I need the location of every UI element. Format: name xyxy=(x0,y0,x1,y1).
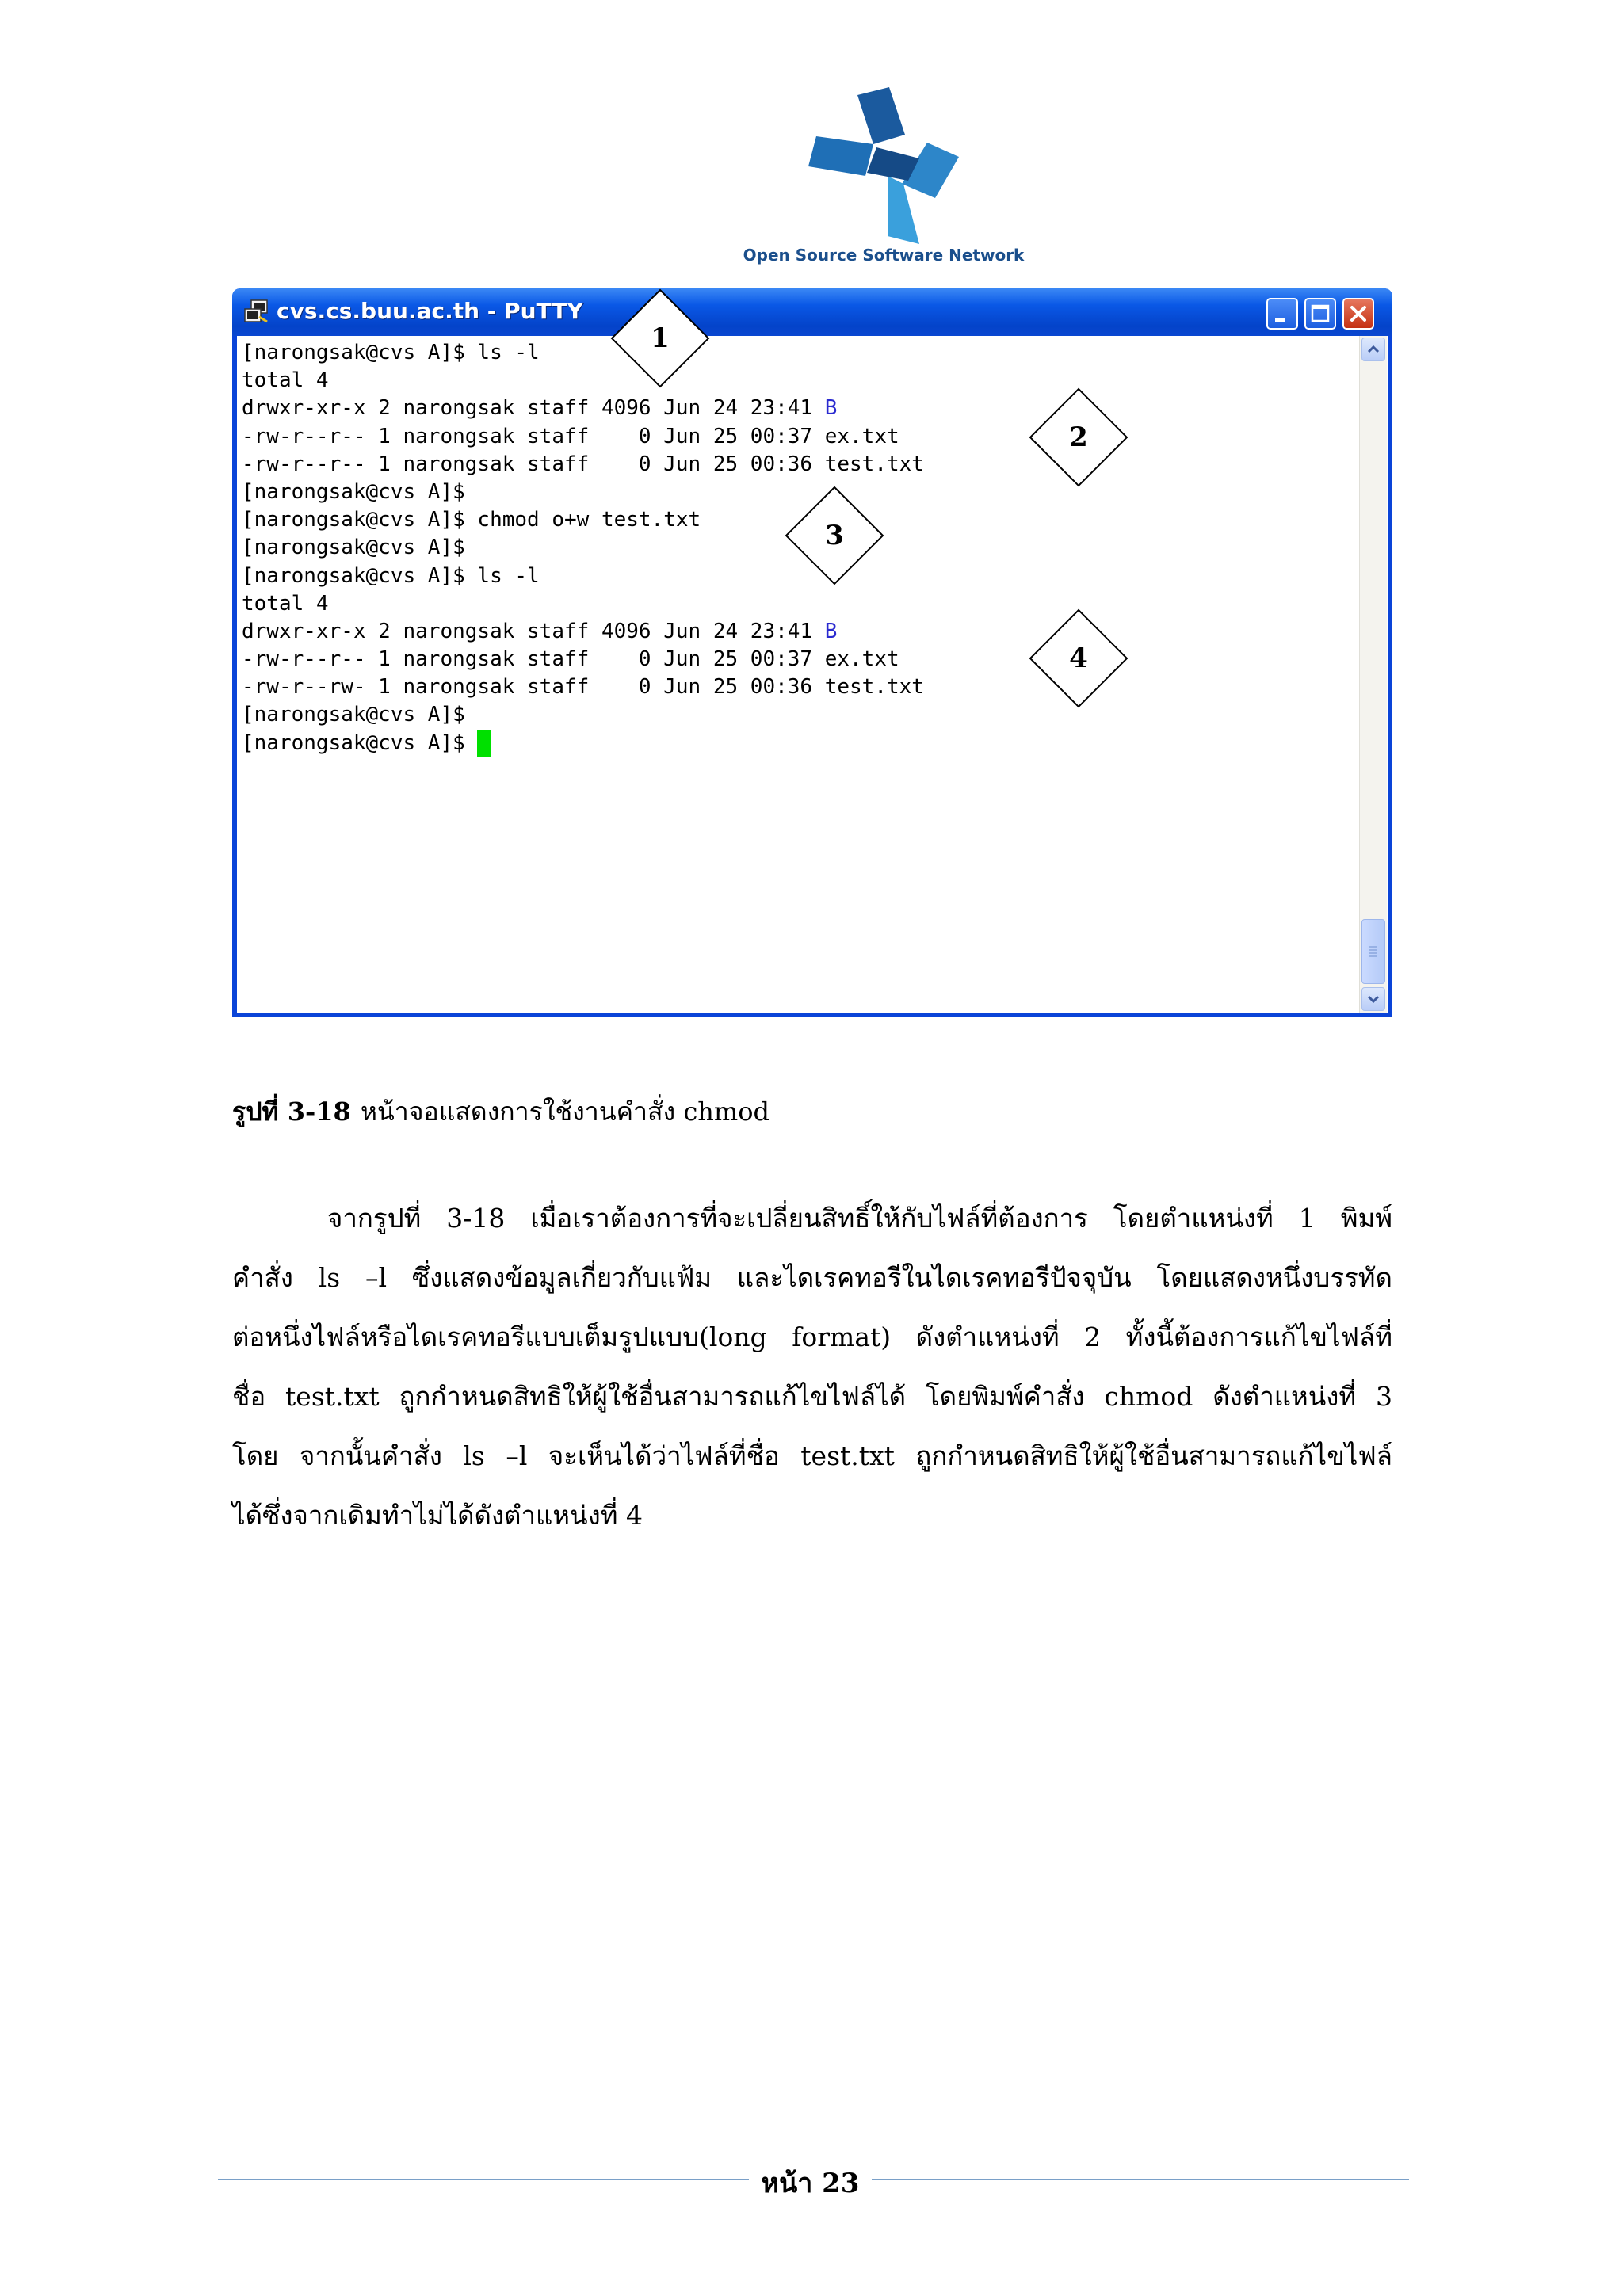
figure-caption xyxy=(232,1092,769,1132)
marker-2: 2 xyxy=(1029,387,1128,487)
logo-text: Open Source Software Network xyxy=(743,246,1025,265)
close-button[interactable] xyxy=(1342,298,1374,330)
scroll-thumb[interactable] xyxy=(1361,919,1385,984)
close-icon xyxy=(1344,299,1373,328)
vertical-scrollbar[interactable] xyxy=(1359,336,1387,1013)
terminal-area[interactable] xyxy=(237,336,1388,1013)
terminal-cursor xyxy=(477,730,491,757)
paragraph-line: ต่อหนึ่งไฟล์หรือไดเรคทอรีแบบเต็มรูปแบบ(long format) ดังตำแหน่งที่ 2 ทั้งนี้ต้องการแก้ไขไฟล์ที่ xyxy=(232,1322,1392,1352)
maximize-icon xyxy=(1306,299,1335,328)
terminal-line: [narongsak@cvs A]$ xyxy=(242,536,465,560)
paragraph-line: ได้ซึ่งจากเดิมทำไม่ได้ดังตำแหน่งที่ 4 xyxy=(232,1500,643,1531)
footer-rule xyxy=(872,2179,1409,2180)
terminal-line: [narongsak@cvs A]$ ls -l xyxy=(242,341,540,364)
osnet-logo-icon xyxy=(800,87,967,246)
terminal-line: [narongsak@cvs A]$ xyxy=(242,479,465,504)
maximize-button[interactable] xyxy=(1304,298,1336,330)
marker-1: 1 xyxy=(610,288,710,388)
terminal-line: total 4 xyxy=(242,591,329,616)
terminal-line: [narongsak@cvs A]$ xyxy=(242,703,465,727)
footer-rule xyxy=(218,2179,749,2180)
terminal-line: drwxr-xr-x 2 narongsak staff 4096 Jun 24 23:41 B xyxy=(242,619,838,643)
marker-4: 4 xyxy=(1029,608,1128,708)
caption-text: หน้าจอแสดงการใช้งานคำสั่ง chmod xyxy=(360,1097,769,1127)
logo xyxy=(713,87,1054,277)
terminal-line: -rw-r--r-- 1 narongsak staff 0 Jun 25 00:37 ex.txt xyxy=(242,647,899,672)
window-title: cvs.cs.buu.ac.th - PuTTY xyxy=(277,298,583,324)
chevron-down-icon xyxy=(1362,988,1384,1010)
caption-label: รูปที่ 3-18 xyxy=(232,1097,351,1127)
paragraph-line: จากรูปที่ 3-18 เมื่อเราต้องการที่จะเปลี่ยนสิทธิ์ให้กับไฟล์ที่ต้องการ โดยตำแหน่งที่ 1 พิมพ์ xyxy=(327,1203,1392,1234)
terminal-line: total 4 xyxy=(242,368,329,393)
title-bar[interactable] xyxy=(232,288,1392,336)
marker-3: 3 xyxy=(785,486,884,585)
terminal-prompt-line[interactable]: [narongsak@cvs A]$ xyxy=(242,730,1335,757)
minimize-icon xyxy=(1268,299,1296,328)
directory-name: B xyxy=(824,396,838,421)
putty-icon xyxy=(243,298,270,325)
terminal-line: -rw-r--r-- 1 narongsak staff 0 Jun 25 00:37 ex.txt xyxy=(242,424,899,448)
putty-window xyxy=(232,288,1392,1017)
terminal-output[interactable] xyxy=(242,339,1335,1009)
terminal-line: [narongsak@cvs A]$ chmod o+w test.txt xyxy=(242,508,701,532)
scroll-up-button[interactable] xyxy=(1361,338,1385,361)
terminal-line: -rw-r--r-- 1 narongsak staff 0 Jun 25 00:36 test.txt xyxy=(242,452,924,476)
body-paragraph xyxy=(232,1188,1392,1545)
paragraph-line: โดย จากนั้นคำสั่ง ls –l จะเห็นได้ว่าไฟล์ที่ชื่อ test.txt ถูกกำหนดสิทธิให้ผู้ใช้อื่นสามารถแก้ไขไฟล์ xyxy=(232,1440,1392,1471)
chevron-up-icon xyxy=(1362,338,1384,360)
terminal-line: drwxr-xr-x 2 narongsak staff 4096 Jun 24 23:41 B xyxy=(242,396,838,421)
terminal-line: -rw-r--rw- 1 narongsak staff 0 Jun 25 00:36 test.txt xyxy=(242,675,924,700)
terminal-line: [narongsak@cvs A]$ ls -l xyxy=(242,563,540,588)
scroll-down-button[interactable] xyxy=(1361,987,1385,1011)
directory-name: B xyxy=(824,619,838,643)
grip-icon xyxy=(1362,920,1384,983)
paragraph-line: คำสั่ง ls –l ซึ่งแสดงข้อมูลเกี่ยวกับแฟ้ม และไดเรคทอรีในไดเรคทอรีปัจจุบัน โดยแสดงหนึ่งบรรทัด xyxy=(232,1262,1392,1293)
paragraph-line: ชื่อ test.txt ถูกกำหนดสิทธิให้ผู้ใช้อื่นสามารถแก้ไขไฟล์ได้ โดยพิมพ์คำสั่ง chmod ดังตำแหน่งที่ 3 xyxy=(232,1381,1392,1412)
page-number: หน้า 23 xyxy=(761,2168,860,2199)
minimize-button[interactable] xyxy=(1266,298,1298,330)
